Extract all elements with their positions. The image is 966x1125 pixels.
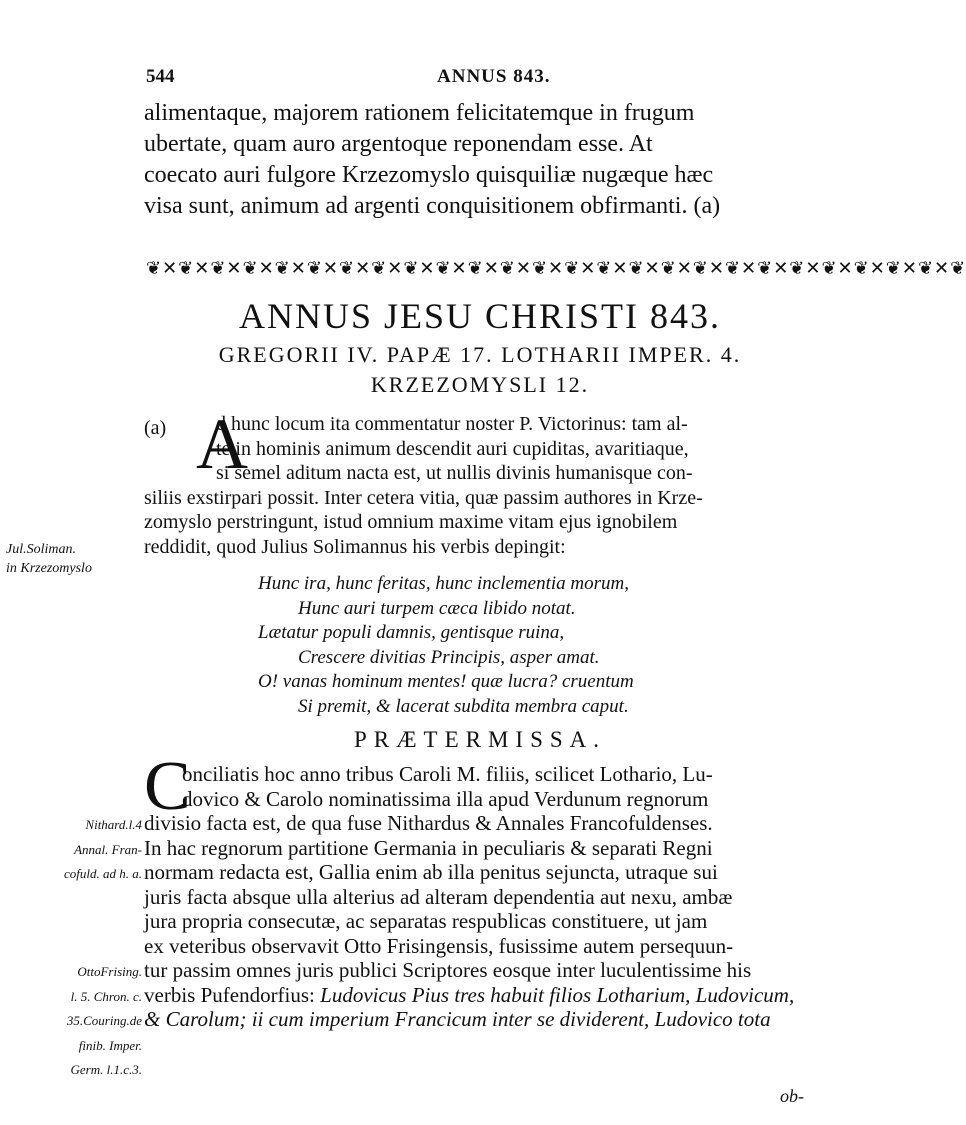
text-segment: verbis Pufendorfius: <box>144 982 321 1007</box>
poem-line: Hunc ira, hunc feritas, hunc inclementia morum, <box>258 573 629 594</box>
poem-line: Si premit, & lacerat subdita membra caput. <box>298 695 629 717</box>
text-line: In hac regnorum partitione Germania in peculiaris & separati Regni <box>144 835 713 860</box>
text-line: & Carolum; ii cum imperium Francicum inter se dividerent, Ludovico tota <box>144 1007 771 1031</box>
text-line: juris facta absque ulla alterius ad alteram dependentia aut nexu, ambæ <box>144 884 733 909</box>
main-text <box>144 762 844 1032</box>
poem-line: O! vanas hominum mentes! quæ lucra? cruentum <box>258 671 634 692</box>
poem-line: Hunc auri turpem cæca libido notat. <box>298 597 576 619</box>
text-line: onciliatis hoc anno tribus Caroli M. filiis, scilicet Lothario, Lu- <box>182 762 713 786</box>
note-marker: (a) <box>144 417 167 439</box>
text-line: ubertate, quam auro argentoque reponendam esse. At <box>144 131 653 157</box>
note-line: d hunc locum ita commentatur noster P. Victorinus: tam al- <box>216 413 688 435</box>
margin-note-line <box>8 936 142 961</box>
note-line: si semel aditum nacta est, ut nullis divinis humanisque con- <box>216 462 693 484</box>
poem-line: Crescere divitias Principis, asper amat. <box>298 646 600 668</box>
section-heading: PRÆTERMISSA. <box>353 727 607 752</box>
poem-line: Lætatur populi damnis, gentisque ruina, <box>258 622 565 643</box>
text-line: dovico & Carolo nominatissima illa apud Verdunum regnorum <box>182 786 709 811</box>
margin-note <box>6 540 146 578</box>
chapter-title: ANNUS JESU CHRISTI 843. <box>238 296 722 336</box>
text-line: divisio facta est, de qua fuse Nithardus & Annales Francofuldenses. <box>144 811 713 835</box>
page-number: 544 <box>146 66 175 87</box>
note-line: reddidit, quod Julius Solimannus his verbis depingit: <box>144 535 566 558</box>
margin-notes <box>8 813 142 1083</box>
margin-note-line: OttoFrising. <box>77 964 142 979</box>
margin-note-line: l. 5. Chron. c. <box>70 988 142 1004</box>
drop-cap: A <box>196 404 248 484</box>
running-title: ANNUS 843. <box>437 66 551 87</box>
margin-note-line: finib. Imper. <box>78 1037 142 1053</box>
text-line: ex veteribus observavit Otto Frisingensis, fusissime autem persequun- <box>144 933 734 958</box>
opening-paragraph <box>144 98 844 222</box>
text-line: jura propria consecutæ, ac separatas respublicas constituere, ut jam <box>144 909 708 933</box>
margin-note-line: cofuld. ad h. a. <box>64 866 142 881</box>
text-line <box>144 983 844 1008</box>
text-line: coecato auri fulgore Krzezomyslo quisquiliæ nugæque hæc <box>144 162 714 188</box>
note-line: te in hominis animum descendit auri cupiditas, avaritiaque, <box>216 437 689 460</box>
note-line: siliis exstirpari possit. Inter cetera vitia, quæ passim authores in Krze- <box>144 486 703 509</box>
text-line: alimentaque, majorem rationem felicitatemque in frugum <box>144 100 695 126</box>
chapter-subtitle-2: KRZEZOMYSLI 12. <box>370 372 590 397</box>
margin-note-line: Germ. l.1.c.3. <box>70 1062 142 1077</box>
note-line: zomyslo perstringunt, istud omnium maxime vitam ejus ignobilem <box>144 511 678 533</box>
poem <box>258 572 778 719</box>
margin-note-line: Jul.Soliman. <box>6 542 76 557</box>
text-line: visa sunt, animum ad argenti conquisitionem obfirmanti. (a) <box>144 193 721 219</box>
ornament-divider: ❦✕❦✕❦✕❦✕❦✕❦✕❦✕❦✕❦✕❦✕❦✕❦✕❦✕❦✕❦✕❦✕❦✕❦✕❦✕❦✕❦✕❦✕❦✕❦✕❦✕❦ <box>146 258 966 278</box>
margin-note-line <box>8 911 142 936</box>
margin-note-line <box>8 887 142 912</box>
margin-note-line: 35.Couring.de <box>66 1013 142 1028</box>
text-line: normam redacta est, Gallia enim ab illa penitus sejuncta, utraque sui <box>144 860 718 884</box>
note-text <box>144 412 844 559</box>
margin-note-line: Annal. Fran- <box>74 841 142 857</box>
margin-note-line: in Krzezomyslo <box>6 561 92 576</box>
margin-note-line: Nithard.l.4 <box>85 817 142 832</box>
italic-quote: Ludovicus Pius tres habuit filios Lotharium, Ludovicum, <box>320 982 795 1007</box>
chapter-subtitle: GREGORII IV. PAPÆ 17. LOTHARII IMPER. 4. <box>218 342 742 367</box>
catchword: ob- <box>780 1086 804 1106</box>
text-line: tur passim omnes juris publici Scriptores eosque inter luculentissime his <box>144 958 752 982</box>
drop-cap: C <box>144 748 191 825</box>
